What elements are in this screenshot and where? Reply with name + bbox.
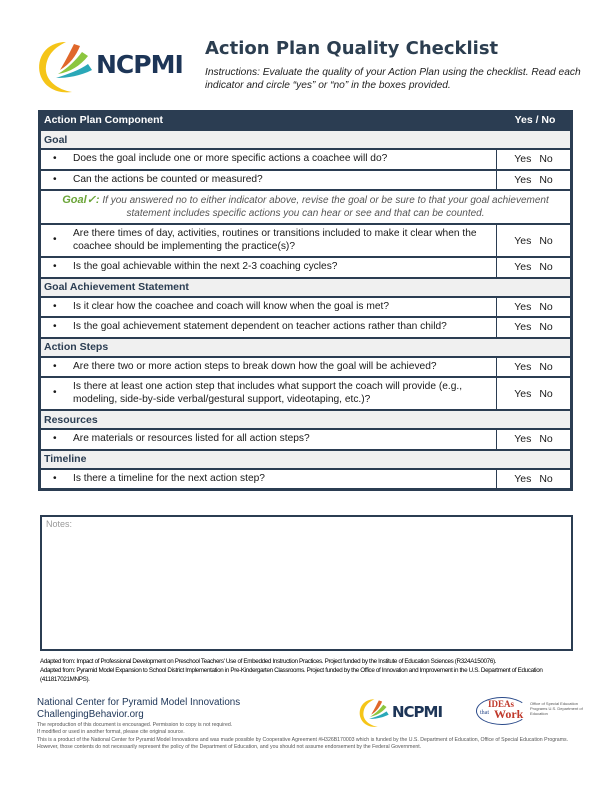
no-option[interactable]: No — [539, 472, 553, 485]
indicator-text: Are materials or resources listed for all action steps? — [73, 433, 310, 444]
page-title: Action Plan Quality Checklist — [205, 38, 499, 59]
bullet-icon: • — [53, 387, 57, 399]
table-row — [41, 356, 570, 377]
notes-label: Notes: — [46, 519, 73, 529]
indicator-text: Are there times of day, activities, routines or transitions included to make it clear when the coachee should be implementing the practice(s)? — [73, 228, 477, 252]
that-text: that — [480, 710, 489, 716]
bullet-icon: • — [53, 360, 57, 372]
citation-1: Adapted from: Impact of Professional Development on Preschool Teachers' Use of Embedded Instruction Practices. Project funded by the Institute of Education Sciences (R324A150076). — [40, 658, 497, 665]
indicator-text: Are there two or more action steps to break down how the goal will be achieved? — [73, 360, 437, 372]
yes-option[interactable]: Yes — [514, 261, 532, 274]
ideas-that-work-logo — [476, 697, 581, 725]
ncpmi-logo — [36, 38, 183, 96]
pyramid-swoosh-icon — [36, 38, 98, 96]
yes-option[interactable]: Yes — [514, 321, 532, 334]
no-option[interactable]: No — [539, 153, 553, 166]
bullet-icon: • — [53, 173, 57, 185]
table-row — [41, 316, 570, 337]
table-row — [41, 296, 570, 317]
notes-box[interactable] — [40, 515, 573, 651]
no-option[interactable]: No — [539, 234, 553, 247]
org-name: National Center for Pyramid Model Innovations — [37, 697, 241, 708]
fine-print — [37, 722, 587, 751]
indicator-text: Does the goal include one or more specific actions a coachee will do? — [73, 153, 388, 164]
table-header-row — [41, 110, 570, 129]
yes-option[interactable]: Yes — [514, 173, 532, 186]
no-option[interactable]: No — [539, 387, 553, 400]
indicator-text: Is there a timeline for the next action step? — [73, 472, 265, 484]
section-header-action-steps: Action Steps — [41, 337, 570, 356]
yes-option[interactable]: Yes — [514, 360, 532, 373]
no-option[interactable]: No — [539, 300, 553, 313]
table-row — [41, 376, 570, 409]
yes-option[interactable]: Yes — [514, 234, 532, 247]
section-header-goal-achievement-statement: Goal Achievement Statement — [41, 277, 570, 296]
org-info — [37, 697, 240, 720]
yes-option[interactable]: Yes — [514, 433, 532, 446]
no-option[interactable]: No — [539, 173, 553, 186]
ncpmi-footer-logo — [358, 697, 446, 729]
section-header-timeline: Timeline — [41, 449, 570, 468]
logo-wordmark: NCPMI — [392, 703, 443, 721]
bullet-icon: • — [53, 472, 57, 484]
goal-check-text: If you answered no to either indicator above, revise the goal or be sure to that your goal achievement statement includes specific actions you can hear or see and that can be counted. — [99, 195, 549, 219]
indicator-text: Is there at least one action step that includes what support the coach will provide (e.g., modeling, side-by-side verbal/gestural support, videotaping, etc.)? — [73, 381, 463, 405]
goal-check-label: Goal✓: — [62, 194, 100, 206]
fine-print-2: If modified or used in another format, please cite original source. — [37, 729, 185, 736]
no-option[interactable]: No — [539, 433, 553, 446]
yes-option[interactable]: Yes — [514, 300, 532, 313]
table-row — [41, 223, 570, 256]
bullet-icon: • — [53, 261, 57, 272]
org-url: ChallengingBehavior.org — [37, 708, 144, 720]
bullet-icon: • — [53, 433, 57, 444]
fine-print-3: This is a product of the National Center for Pyramid Model Innovations and was made possible by Cooperative Agreement #H326B170003 which is funded by the U.S. Department of Education, Office of Special Education Programs. However, those contents do not necessarily represent the policy of the Department of Education, and you should not assume endorsement by the Federal Government. — [37, 736, 569, 750]
table-row — [41, 428, 570, 449]
table-row — [41, 468, 570, 489]
instructions-text: Instructions: Evaluate the quality of your Action Plan using the checklist. Read each indicator and circle “yes” or “no” in the boxes provided. — [205, 67, 581, 91]
no-option[interactable]: No — [539, 261, 553, 274]
pyramid-swoosh-icon — [358, 697, 392, 729]
checklist-table — [38, 110, 573, 491]
no-option[interactable]: No — [539, 360, 553, 373]
section-header-resources: Resources — [41, 409, 570, 428]
fine-print-1: The reproduction of this document is encouraged. Permission to copy is not required. — [37, 722, 233, 728]
section-header-goal: Goal — [41, 129, 570, 148]
yes-option[interactable]: Yes — [514, 153, 532, 166]
indicator-text: Is the goal achievable within the next 2-3 coaching cycles? — [73, 261, 338, 272]
column-header-component: Action Plan Component — [44, 113, 163, 126]
bullet-icon: • — [53, 300, 57, 312]
osep-text: Office of Special Education Programs U.S. Department of Education — [530, 701, 583, 716]
table-row — [41, 148, 570, 169]
bullet-icon: • — [53, 321, 57, 332]
indicator-text: Can the actions be counted or measured? — [73, 173, 263, 185]
citation-2: Adapted from: Pyramid Model Expansion to School District Implementation in Pre-Kindergarten Classrooms. Project funded by the Office of Innovation and Improvement in the U.S. Department of Education (411817021MNPS). — [40, 667, 543, 683]
bullet-icon: • — [53, 153, 57, 164]
no-option[interactable]: No — [539, 321, 553, 334]
indicator-text: Is the goal achievement statement dependent on teacher actions rather than child? — [73, 321, 447, 332]
bullet-icon: • — [53, 234, 57, 246]
adapted-from-citations — [40, 657, 585, 684]
yes-option[interactable]: Yes — [514, 472, 532, 485]
yes-option[interactable]: Yes — [514, 387, 532, 400]
work-text: Work — [494, 707, 524, 721]
ideas-text: IDEAs — [488, 699, 515, 709]
table-row — [41, 256, 570, 277]
table-row — [41, 169, 570, 190]
logo-wordmark: NCPMI — [96, 50, 183, 79]
indicator-text: Is it clear how the coachee and coach will know when the goal is met? — [73, 300, 389, 312]
column-header-yes-no: Yes / No — [514, 113, 556, 126]
goal-check-note — [41, 189, 570, 223]
